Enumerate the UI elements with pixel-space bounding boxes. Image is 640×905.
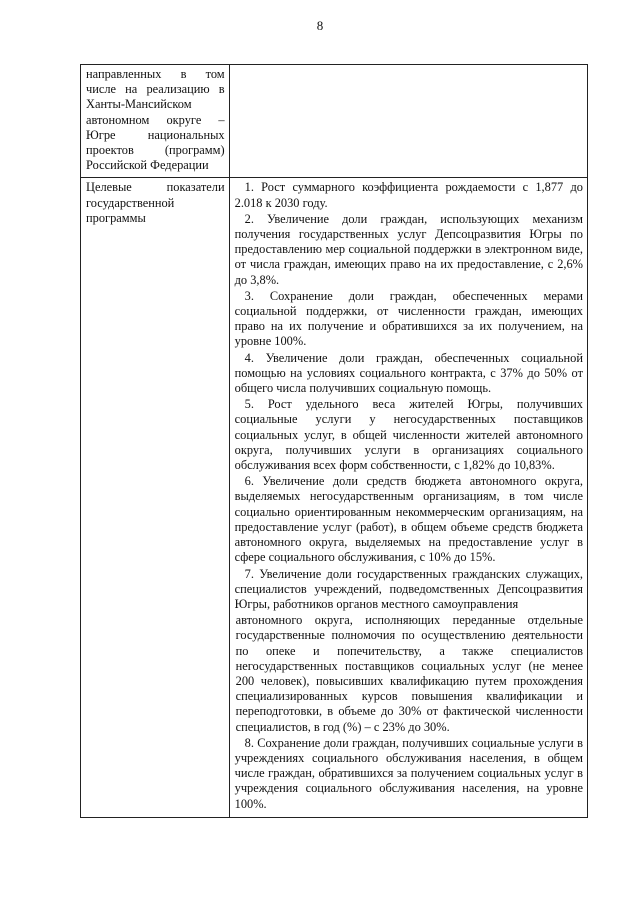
indicator-item-7: 7. Увеличение доли государственных гражданских служащих, специалистов учреждений, подведомственных Депсоцразвития Югры, работников органов местного самоуправления [234, 566, 583, 611]
table-cell-label [81, 178, 230, 817]
indicator-item-1: 1. Рост суммарного коэффициента рождаемости с 1,877 до 2.018 к 2030 году. [234, 180, 583, 210]
page-number: 8 [316, 18, 324, 33]
indicator-item-6: 6. Увеличение доли средств бюджета автономного округа, выделяемых негосударственным организациям, в том числе социально ориентированным некоммерческим организациям, на предоставление услуг (работ), в общем объеме средств бюджета автономного округа, выделяемых на предоставление услуг в сфере социального обслуживания, с 10% до 15%. [234, 474, 583, 565]
table-cell-value [229, 178, 587, 817]
indicator-item-3: 3. Сохранение доли граждан, обеспеченных мерами социальной поддержки, от численности граждан, имеющих право на их получение и обратившихся за их получением, на уровне 100%. [234, 288, 583, 349]
program-passport-table [80, 64, 588, 818]
table-cell-value [229, 65, 587, 178]
indicator-item-2: 2. Увеличение доли граждан, использующих механизм получения государственных услуг Депсоцразвития Югры по предоставлению мер социальной поддержки в электронном виде, от числа граждан, имеющих право на их предоставление, с 2,6% до 3,8%. [234, 211, 583, 287]
table-cell-label [81, 65, 230, 178]
row-label-national-projects: направленных в том числе на реализацию в Ханты-Мансийском автономном округе – Югре национальных проектов (программ) Российской Федерации [86, 67, 225, 173]
indicator-item-4: 4. Увеличение доли граждан, обеспеченных социальной помощью на условиях социального контракта, с 37% до 50% от общего числа получивших социальную помощь. [234, 350, 583, 396]
indicator-item-5: 5. Рост удельного веса жителей Югры, получивших социальные услуги у негосударственных поставщиков социальных услуг, в общей численности жителей автономного округа, получивших услуги в организациях социального обслуживания всех форм собственности, с 1,82% до 10,83%. [234, 397, 583, 473]
row-label-target-indicators: Целевые показатели государственной программы [86, 180, 225, 225]
table-row [81, 178, 588, 817]
indicator-item-8: 8. Сохранение доли граждан, получивших социальные услуги в учреждениях социального обслуживания населения, в общем числе граждан, обратившихся за получением социальных услуг в учреждения социального обслуживания населения, на уровне 100%. [234, 735, 583, 811]
indicator-item-7-continued: автономного округа, исполняющих переданные отдельные государственные полномочия по осуществлению деятельности по опеке и попечительству, а также специалистов негосударственных поставщиков социальных услуг (не менее 200 человек), повысивших квалификацию путем прохождения специализированных курсов повышения квалификации и переподготовки, в объеме до 30% от фактической численности специалистов, в год (%) – с 23% до 30%. [235, 613, 583, 734]
table-row [81, 65, 588, 178]
